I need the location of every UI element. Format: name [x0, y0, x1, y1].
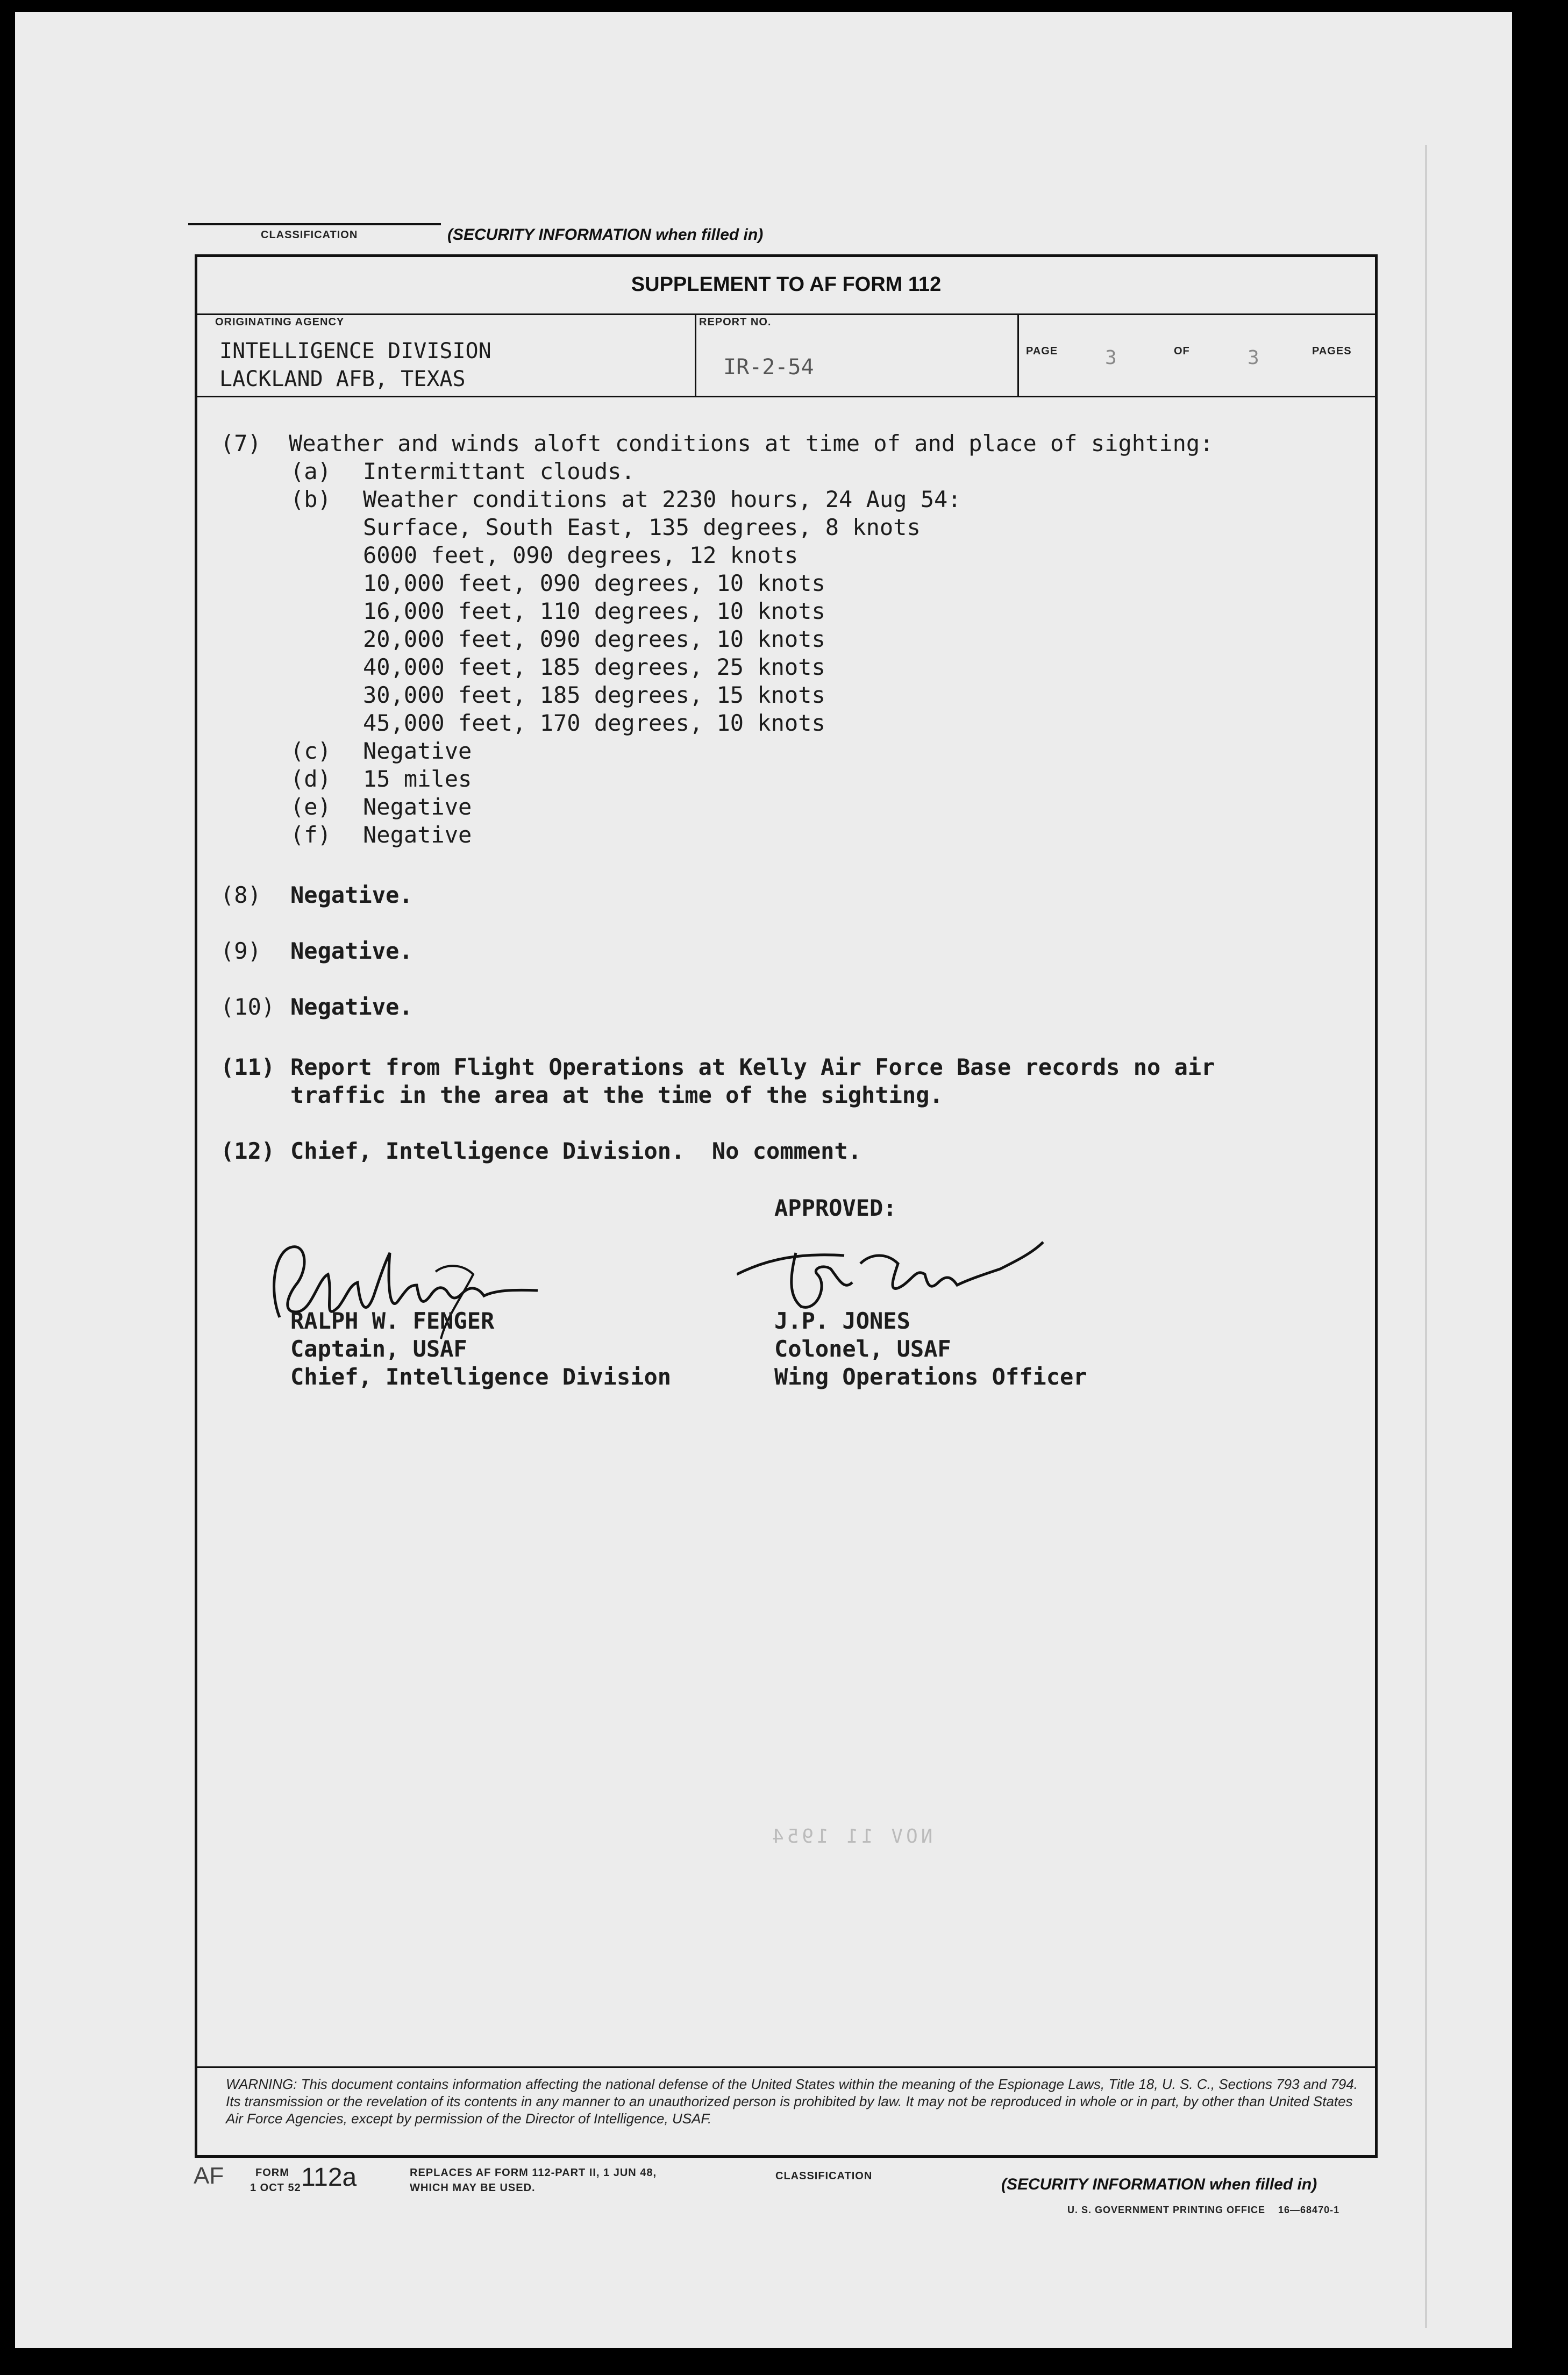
right-signer-name: J.P. JONES — [774, 1308, 910, 1334]
espionage-warning: WARNING: This document contains information affecting the national defense of the United States within the meaning of the Espionage Laws, Title 18, U. S. C., Sections 793 and 794. Its transmission or the revelation of its contents in any manner to an unauthorized person is prohibited by law. It may not be reproduced in whole or in part, by other than United States Air Force Agencies, except by permission of the Director of Intelligence, USAF. — [226, 2076, 1358, 2127]
item-7-text: Weather and winds aloft conditions at time of and place of sighting: — [289, 430, 1214, 457]
header-bottom-rule — [197, 396, 1375, 397]
right-signer-title: Wing Operations Officer — [774, 1364, 1087, 1390]
item-7e-text: Negative — [363, 794, 472, 820]
wind-line: 10,000 feet, 090 degrees, 10 knots — [363, 570, 825, 596]
wind-line: 40,000 feet, 185 degrees, 25 knots — [363, 654, 825, 680]
footer-security-info: (SECURITY INFORMATION when filled in) — [1001, 2176, 1317, 2193]
wind-line: 20,000 feet, 090 degrees, 10 knots — [363, 626, 825, 652]
item-7e-label: (e) — [290, 794, 331, 820]
received-stamp: NOV 11 1954 — [769, 1825, 933, 1848]
item-12-number: (12) — [220, 1138, 275, 1164]
page-total: 3 — [1248, 347, 1259, 369]
item-9-text: Negative. — [290, 938, 413, 964]
item-8-text: Negative. — [290, 882, 413, 908]
originating-agency-label: ORIGINATING AGENCY — [215, 316, 345, 328]
footer-printing-office: U. S. GOVERNMENT PRINTING OFFICE 16—68470-1 — [1067, 2205, 1340, 2215]
wind-line: Surface, South East, 135 degrees, 8 knots — [363, 514, 921, 540]
item-7b-text: Weather conditions at 2230 hours, 24 Aug 54: — [363, 486, 961, 512]
item-10-text: Negative. — [290, 994, 413, 1020]
footer-af: AF — [194, 2163, 224, 2189]
item-7a-text: Intermittant clouds. — [363, 458, 635, 484]
item-7f-text: Negative — [363, 822, 472, 848]
item-12-text: Chief, Intelligence Division. No comment. — [290, 1138, 862, 1164]
header-security-info: (SECURITY INFORMATION when filled in) — [447, 226, 764, 244]
item-7-number: (7) — [220, 430, 261, 457]
left-signer-name: RALPH W. FENGER — [290, 1308, 495, 1334]
pages-label: PAGES — [1312, 345, 1352, 357]
wind-line: 6000 feet, 090 degrees, 12 knots — [363, 542, 799, 568]
item-11-line2: traffic in the area at the time of the sighting. — [290, 1082, 943, 1108]
page-label: PAGE — [1026, 345, 1058, 357]
footer-classification-label: CLASSIFICATION — [775, 2170, 873, 2182]
item-7a-label: (a) — [290, 458, 331, 484]
right-signer-rank: Colonel, USAF — [774, 1336, 951, 1362]
originating-agency-line1: INTELLIGENCE DIVISION — [219, 339, 491, 363]
item-10-number: (10) — [220, 994, 275, 1020]
item-11-line1: Report from Flight Operations at Kelly Air Force Base records no air — [290, 1054, 1215, 1080]
approved-label: APPROVED: — [774, 1195, 897, 1221]
footer-replaces-line1: REPLACES AF FORM 112-PART II, 1 JUN 48, — [410, 2167, 657, 2179]
item-11-number: (11) — [220, 1054, 275, 1080]
item-7b-label: (b) — [290, 486, 331, 512]
item-7f-label: (f) — [290, 822, 331, 848]
item-7d-label: (d) — [290, 766, 331, 792]
originating-agency-line2: LACKLAND AFB, TEXAS — [219, 367, 466, 391]
of-label: OF — [1174, 345, 1190, 357]
item-9-number: (9) — [220, 938, 261, 964]
header-classification-label: CLASSIFICATION — [261, 229, 358, 241]
wind-line: 30,000 feet, 185 degrees, 15 knots — [363, 682, 825, 708]
page-edge-shadow — [1425, 145, 1438, 2328]
wind-line: 16,000 feet, 110 degrees, 10 knots — [363, 598, 825, 624]
item-7c-label: (c) — [290, 738, 331, 764]
item-7c-text: Negative — [363, 738, 472, 764]
item-8-number: (8) — [220, 882, 261, 908]
left-signer-rank: Captain, USAF — [290, 1336, 467, 1362]
left-signer-title: Chief, Intelligence Division — [290, 1364, 672, 1390]
item-7d-text: 15 miles — [363, 766, 472, 792]
report-no-label: REPORT NO. — [699, 316, 772, 328]
warning-top-rule — [197, 2066, 1375, 2068]
title-divider — [197, 313, 1375, 315]
wind-line: 45,000 feet, 170 degrees, 10 knots — [363, 710, 825, 736]
classification-rule — [188, 223, 441, 225]
footer-form-label: FORM — [255, 2167, 289, 2179]
footer-replaces-line2: WHICH MAY BE USED. — [410, 2182, 536, 2194]
agency-divider-1 — [695, 313, 696, 397]
footer-form-date: 1 OCT 52 — [250, 2182, 301, 2194]
form-title: SUPPLEMENT TO AF FORM 112 — [631, 273, 942, 296]
footer-form-number: 112a — [301, 2163, 357, 2192]
page-number: 3 — [1105, 347, 1117, 369]
report-no: IR-2-54 — [723, 355, 814, 380]
agency-divider-2 — [1017, 313, 1019, 397]
